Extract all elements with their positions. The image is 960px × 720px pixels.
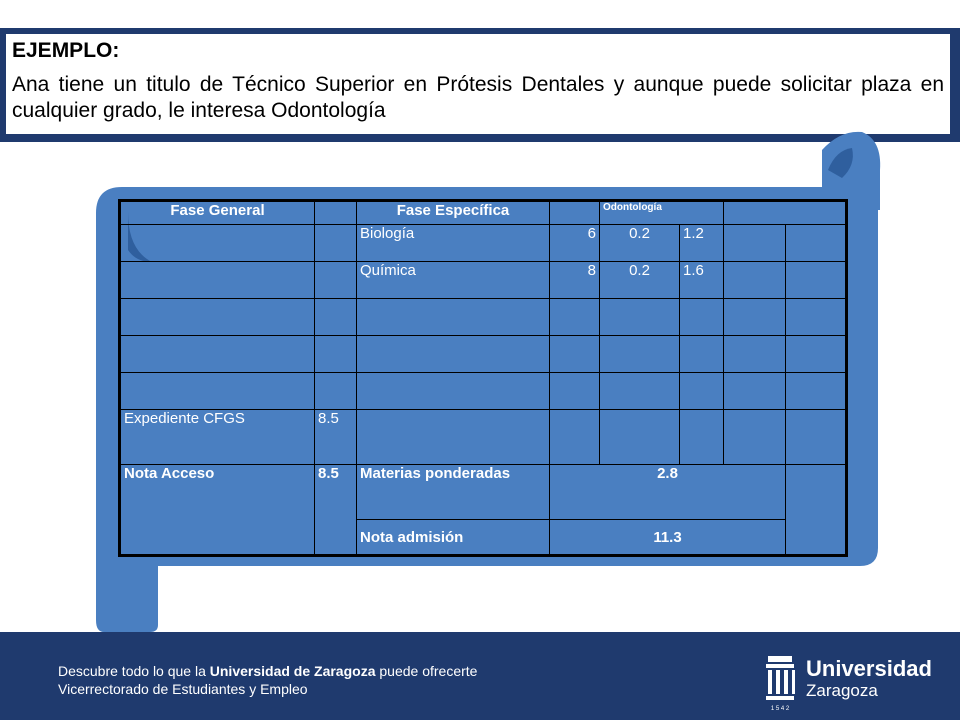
footer — [0, 632, 960, 720]
nota-admision-label: Nota admisión — [357, 520, 550, 556]
table-row — [120, 373, 847, 410]
table-row — [120, 225, 847, 262]
university-logo — [762, 654, 932, 714]
table-row — [120, 336, 847, 373]
footer-line-1: Descubre todo lo que la Universidad de Zaragoza puede ofrecerte — [58, 663, 478, 679]
subject-weight: 0.2 — [600, 225, 680, 262]
subject-name: Química — [357, 262, 550, 299]
subject-weight: 0.2 — [600, 262, 680, 299]
footer-line-2: Vicerrectorado de Estudiantes y Empleo — [58, 681, 308, 697]
nota-acceso-value: 8.5 — [315, 465, 357, 556]
university-crest-icon — [762, 654, 798, 712]
subject-grade: 6 — [550, 225, 600, 262]
subject-grade: 8 — [550, 262, 600, 299]
subject-name: Biología — [357, 225, 550, 262]
example-title: EJEMPLO: — [12, 39, 120, 62]
svg-text:1 5 4 2: 1 5 4 2 — [770, 706, 790, 712]
footer-university-name: Universidad de Zaragoza — [209, 663, 376, 679]
header-degree: Odontología — [600, 201, 724, 225]
header-fase-especifica: Fase Específica — [357, 201, 550, 225]
example-text: Ana tiene un titulo de Técnico Superior en Prótesis Dentales y aunque puede solicitar plaza en cualquier grado, le interesa Odontología — [12, 73, 944, 122]
table-row — [120, 262, 847, 299]
expediente-value: 8.5 — [315, 410, 357, 465]
logo-word-universidad: Universidad — [806, 656, 932, 681]
subject-weighted: 1.6 — [680, 262, 724, 299]
nota-acceso-label: Nota Acceso — [120, 465, 315, 556]
table-header-row — [120, 201, 847, 225]
table-row — [120, 410, 847, 465]
materias-ponderadas-value: 2.8 — [550, 465, 786, 520]
nota-admision-value: 11.3 — [550, 520, 786, 556]
table-row — [120, 299, 847, 336]
expediente-label: Expediente CFGS — [120, 410, 315, 465]
grade-table — [118, 199, 848, 557]
materias-ponderadas-label: Materias ponderadas — [357, 465, 550, 520]
table-row — [120, 465, 847, 520]
subject-weighted: 1.2 — [680, 225, 724, 262]
footer-text — [58, 662, 477, 698]
logo-word-zaragoza: Zaragoza — [806, 681, 878, 700]
header-fase-general: Fase General — [120, 201, 315, 225]
